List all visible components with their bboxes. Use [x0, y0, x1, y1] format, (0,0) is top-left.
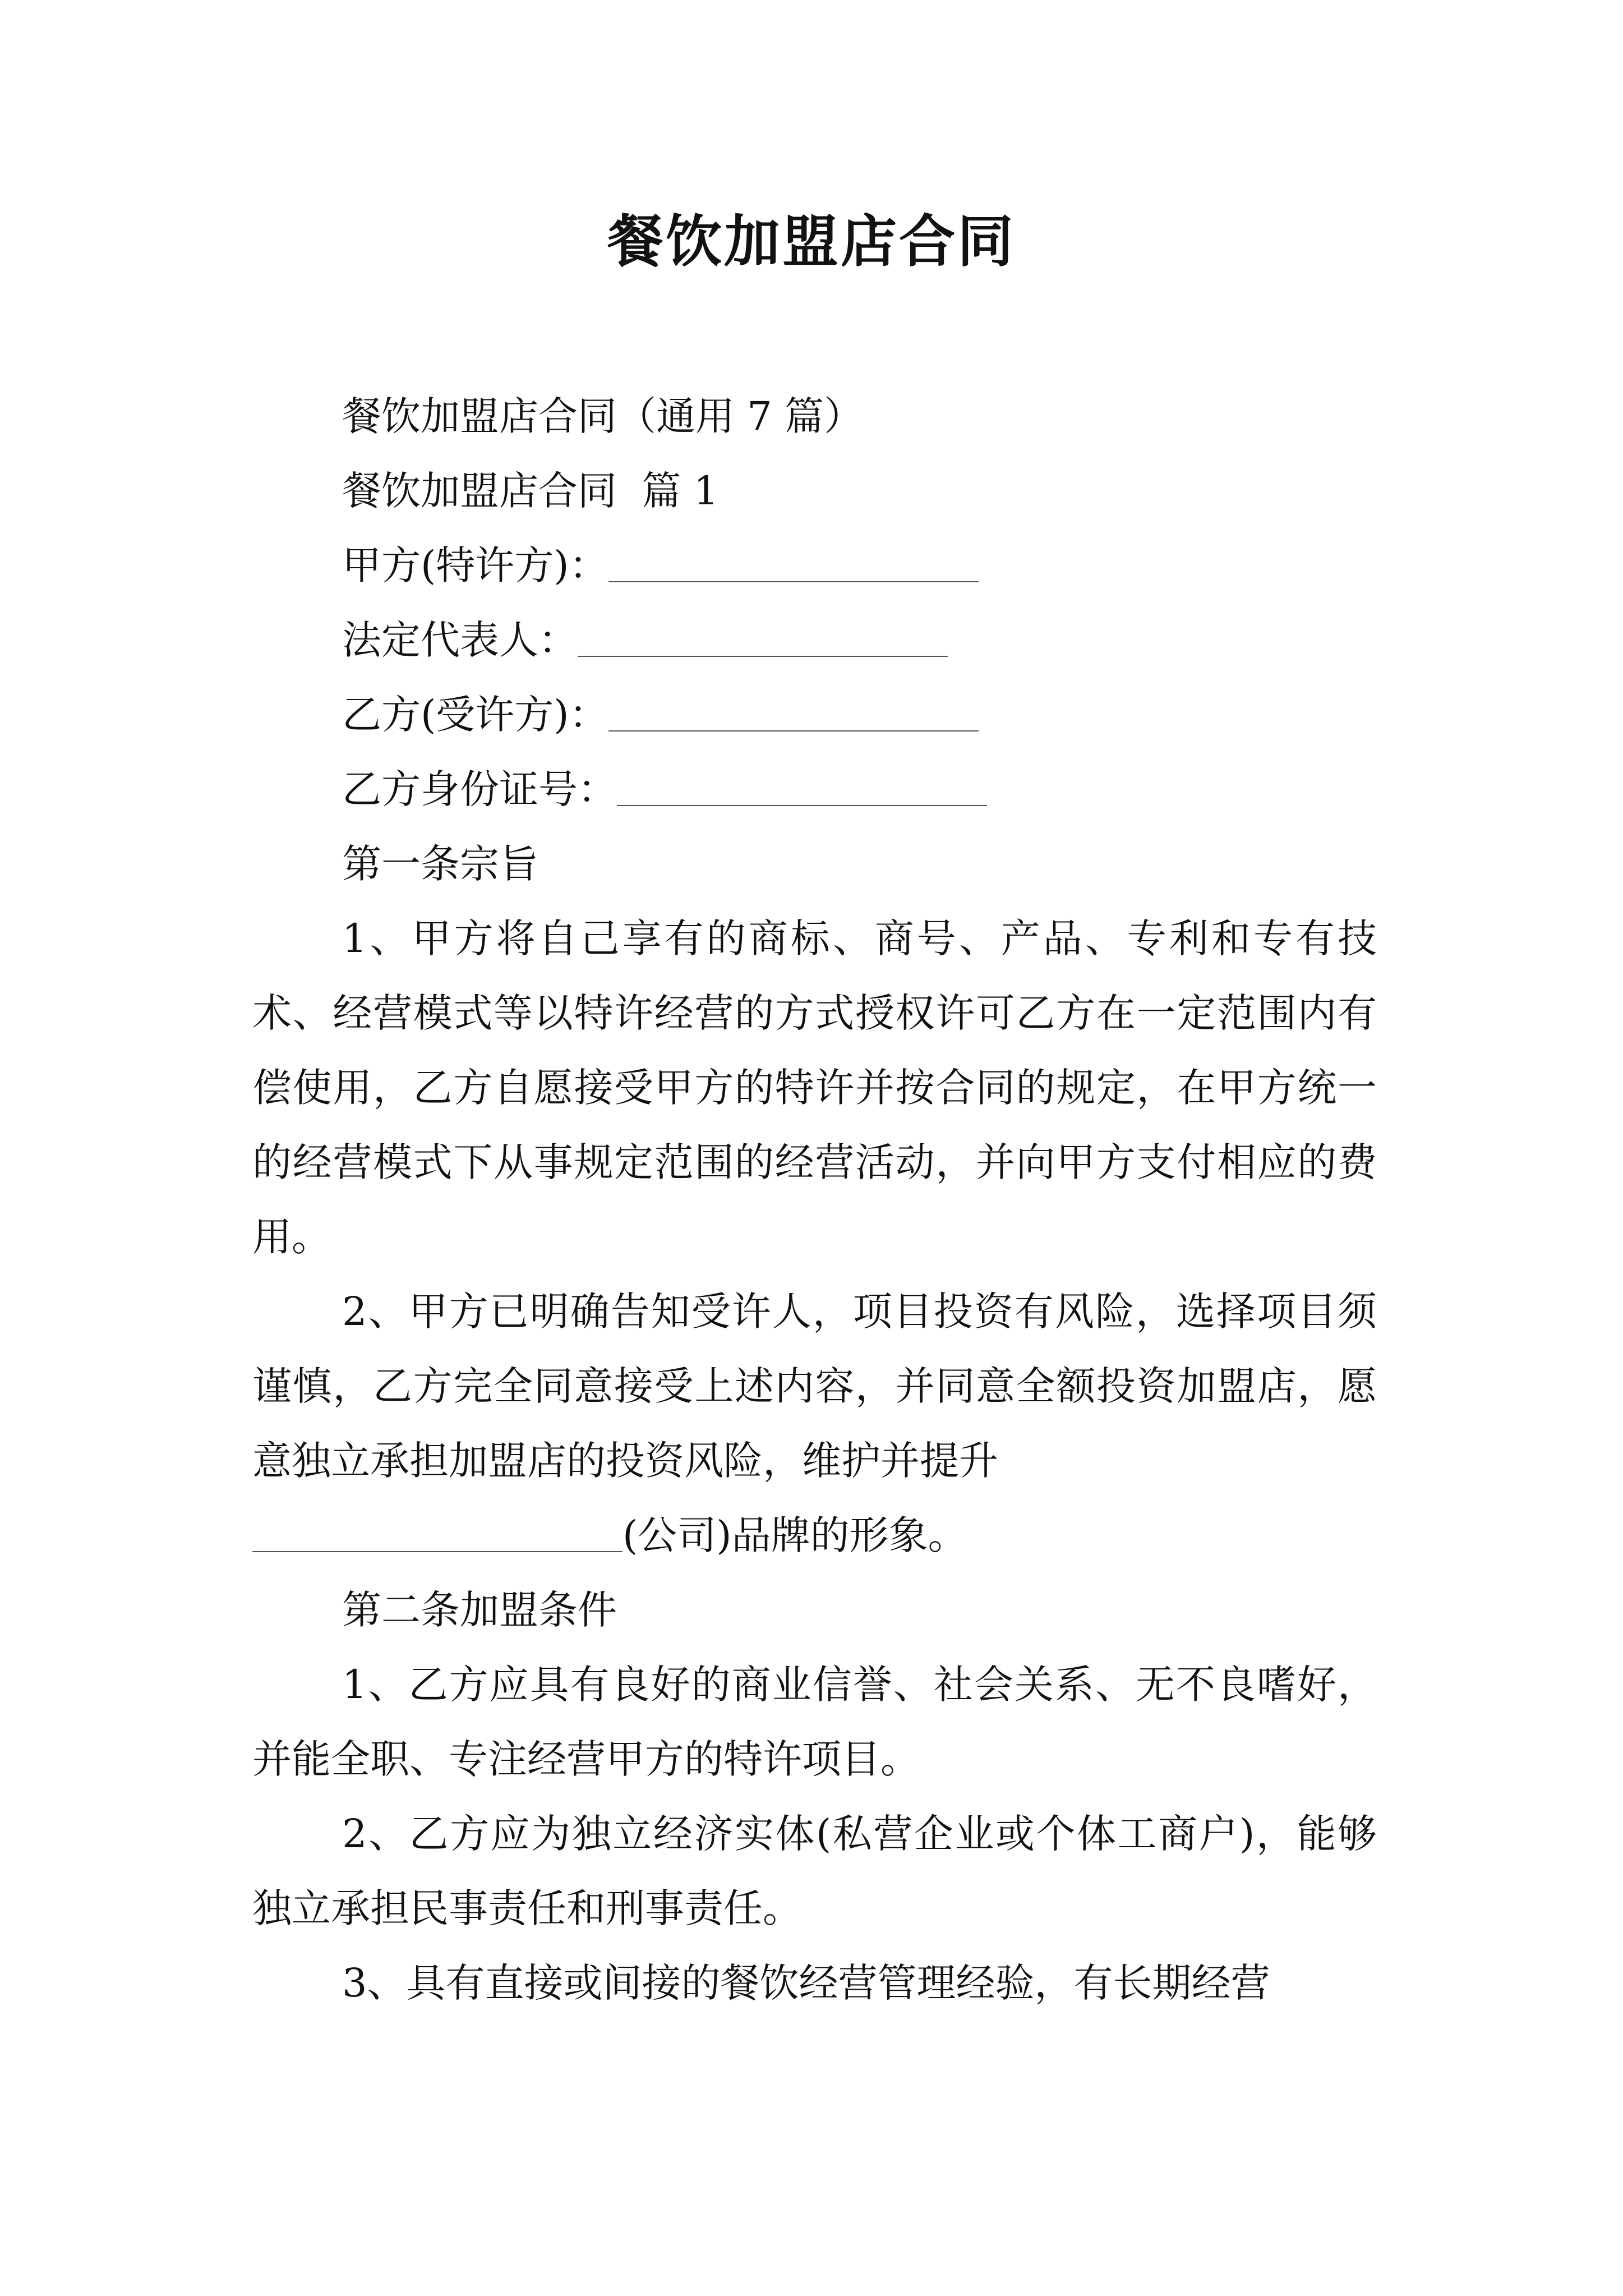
field-label: 法定代表人：	[342, 617, 578, 663]
field-party-a	[252, 528, 1377, 603]
field-label: 乙方身份证号：	[342, 766, 617, 812]
document-title: 餐饮加盟店合同	[607, 209, 1016, 274]
field-label: 甲方(特许方)：	[342, 542, 608, 588]
document-subtitle: 餐饮加盟店合同（通用 7 篇）	[342, 393, 864, 439]
section-2-paragraph-2: 2、乙方应为独立经济实体(私营企业或个体工商户)，能够独立承担民事责任和刑事责任。	[252, 1811, 1377, 1931]
section-2-paragraph-3: 3、具有直接或间接的餐饮经营管理经验，有长期经营	[342, 1960, 1270, 2006]
chapter-heading: 餐饮加盟店合同 篇 1	[342, 468, 719, 514]
section-1-paragraph-2	[252, 1274, 1377, 1573]
blank-line	[252, 1512, 623, 1552]
blank-line	[578, 616, 948, 657]
field-party-b	[252, 678, 1377, 752]
section-1-heading: 第一条宗旨	[342, 841, 538, 887]
paragraph-text: 2、甲方已明确告知受许人，项目投资有风险，选择项目须谨慎，乙方完全同意接受上述内容，并同意全额投资加盟店，愿意独立承担加盟店的投资风险，维护并提升	[252, 1289, 1377, 1484]
section-2-heading: 第二条加盟条件	[342, 1587, 617, 1633]
field-legal-rep	[252, 603, 1377, 678]
blank-line	[608, 691, 979, 731]
document-body	[252, 379, 1377, 2021]
section-1-paragraph-1: 1、甲方将自己享有的商标、商号、产品、专利和专有技术、经营模式等以特许经营的方式授权许可乙方在一定范围内有偿使用，乙方自愿接受甲方的特许并按合同的规定，在甲方统一的经营模式下从事规定范围的经营活动，并向甲方支付相应的费用。	[252, 915, 1377, 1260]
blank-line	[617, 766, 987, 806]
field-label: 乙方(受许方)：	[342, 692, 608, 738]
blank-line	[608, 542, 979, 582]
field-party-b-id	[252, 752, 1377, 827]
section-2-paragraph-1: 1、乙方应具有良好的商业信誉、社会关系、无不良嗜好，并能全职、专注经营甲方的特许项目。	[252, 1662, 1377, 1782]
paragraph-text-end: (公司)品牌的形象。	[623, 1512, 967, 1558]
